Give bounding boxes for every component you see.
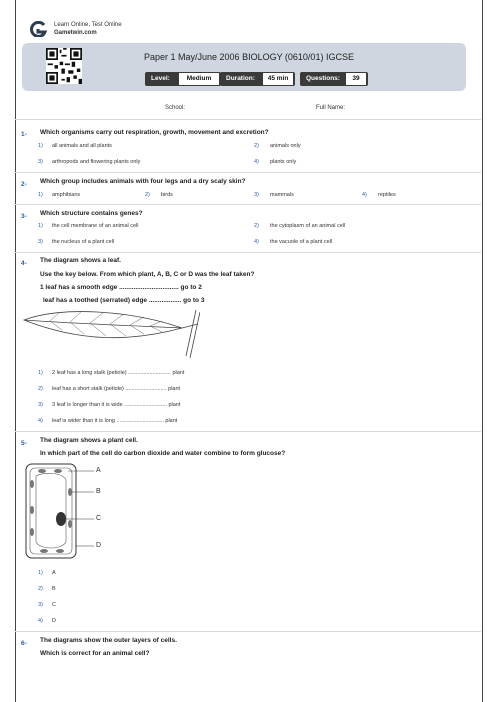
q2-option-2-number[interactable]: 2)	[145, 192, 150, 198]
logo-icon	[28, 21, 48, 37]
q4-option-4-number[interactable]: 4)	[38, 418, 43, 424]
duration-label: Duration:	[226, 75, 255, 82]
q2-option-3-number[interactable]: 3)	[254, 192, 259, 198]
question-1-number: 1-	[21, 131, 27, 138]
q5-option-1-number[interactable]: 1)	[38, 570, 43, 576]
q2-option-2[interactable]: birds	[161, 192, 173, 198]
q3-option-1[interactable]: the cell membrane of an animal cell	[52, 223, 139, 229]
duration-value: 45 min	[263, 73, 293, 85]
school-label: School:	[165, 105, 186, 111]
question-4-line-1: Use the key below. From which plant, A, B, C or D was the leaf taken?	[40, 271, 255, 278]
questions-pill	[300, 72, 368, 86]
q1-option-3[interactable]: arthropods and flowering plants only	[52, 159, 141, 165]
q2-option-4[interactable]: reptiles	[378, 192, 396, 198]
qr-code-icon	[46, 48, 82, 84]
cell-label-d: D	[96, 542, 102, 549]
question-4-text: The diagram shows a leaf.	[40, 257, 121, 264]
q1-option-1[interactable]: all animals and all plants	[52, 143, 112, 149]
header-divider	[15, 119, 481, 120]
q3-option-2-number[interactable]: 2)	[254, 223, 259, 229]
q3-option-1-number[interactable]: 1)	[38, 223, 43, 229]
question-6-number: 6-	[21, 640, 27, 647]
q5-option-2-number[interactable]: 2)	[38, 586, 43, 592]
q3-option-4-number[interactable]: 4)	[254, 239, 259, 245]
q4-option-1-number[interactable]: 1)	[38, 370, 43, 376]
q2-option-3[interactable]: mammals	[270, 192, 294, 198]
question-divider	[15, 204, 481, 205]
question-6-text: The diagrams show the outer layers of cells.	[40, 637, 177, 644]
question-3-number: 3-	[21, 213, 27, 220]
q5-option-3[interactable]: C	[52, 602, 56, 608]
q3-option-3[interactable]: the nucleus of a plant cell	[52, 239, 115, 245]
question-divider	[15, 431, 481, 432]
questions-label: Questions:	[306, 75, 340, 82]
leaf-diagram	[20, 306, 200, 362]
q3-option-4[interactable]: the vacuole of a plant cell	[270, 239, 333, 245]
q3-option-3-number[interactable]: 3)	[38, 239, 43, 245]
q2-option-1-number[interactable]: 1)	[38, 192, 43, 198]
cell-label-a: A	[96, 467, 101, 474]
question-divider	[15, 172, 481, 173]
question-5-number: 5-	[21, 440, 27, 447]
q3-option-2[interactable]: the cytoplasm of an animal cell	[270, 223, 346, 229]
brand-site[interactable]: Gametwin.com	[54, 30, 97, 36]
question-2-text: Which group includes animals with four legs and a dry scaly skin?	[40, 178, 246, 185]
question-6-line-1: Which is correct for an animal cell?	[40, 650, 150, 657]
q2-option-1[interactable]: amphibians	[52, 192, 81, 198]
q1-option-4[interactable]: plants only	[270, 159, 297, 165]
question-divider	[15, 631, 481, 632]
q4-option-4[interactable]: leaf is wider than it is long ............................... plant	[52, 418, 178, 424]
level-pill	[145, 72, 221, 86]
question-3-text: Which structure contains genes?	[40, 210, 143, 217]
q4-option-2-number[interactable]: 2)	[38, 386, 43, 392]
q1-option-2[interactable]: animals only	[270, 143, 301, 149]
questions-value: 39	[346, 73, 366, 85]
cell-label-b: B	[96, 488, 101, 495]
q4-option-3[interactable]: 3 leaf is longer than it is wide ............................ plant	[52, 402, 181, 408]
brand-tagline: Learn Online, Test Online	[54, 22, 122, 28]
paper-title: Paper 1 May/June 2006 BIOLOGY (0610/01) IGCSE	[144, 52, 354, 62]
q1-option-3-number[interactable]: 3)	[38, 159, 43, 165]
q5-option-4-number[interactable]: 4)	[38, 618, 43, 624]
question-5-line-1: In which part of the cell do carbon dioxide and water combine to form glucose?	[40, 450, 286, 457]
q2-option-4-number[interactable]: 4)	[362, 192, 367, 198]
question-1-text: Which organisms carry out respiration, growth, movement and excretion?	[40, 129, 269, 136]
q4-option-1[interactable]: 2 leaf has a long stalk (petiole) ............................ plant	[52, 370, 185, 376]
q4-option-2[interactable]: leaf has a short stalk (petiole) ........................... plant	[52, 386, 181, 392]
question-divider	[15, 252, 481, 253]
level-value: Medium	[179, 73, 219, 85]
q5-option-4[interactable]: D	[52, 618, 56, 624]
question-5-text: The diagram shows a plant cell.	[40, 437, 138, 444]
question-4-line-2: 1 leaf has a smooth edge ................................. go to 2	[40, 284, 202, 291]
q4-option-3-number[interactable]: 3)	[38, 402, 43, 408]
cell-label-c: C	[96, 515, 102, 522]
question-2-number: 2-	[21, 181, 27, 188]
question-4-line-3: leaf has a toothed (serrated) edge .................. go to 3	[43, 297, 205, 304]
level-label: Level:	[151, 75, 170, 82]
q5-option-3-number[interactable]: 3)	[38, 602, 43, 608]
q5-option-2[interactable]: B	[52, 586, 56, 592]
q1-option-4-number[interactable]: 4)	[254, 159, 259, 165]
duration-pill	[220, 72, 295, 86]
fullname-label: Full Name:	[316, 105, 346, 111]
question-4-number: 4-	[21, 260, 27, 267]
q5-option-1[interactable]: A	[52, 570, 56, 576]
q1-option-2-number[interactable]: 2)	[254, 143, 259, 149]
q1-option-1-number[interactable]: 1)	[38, 143, 43, 149]
